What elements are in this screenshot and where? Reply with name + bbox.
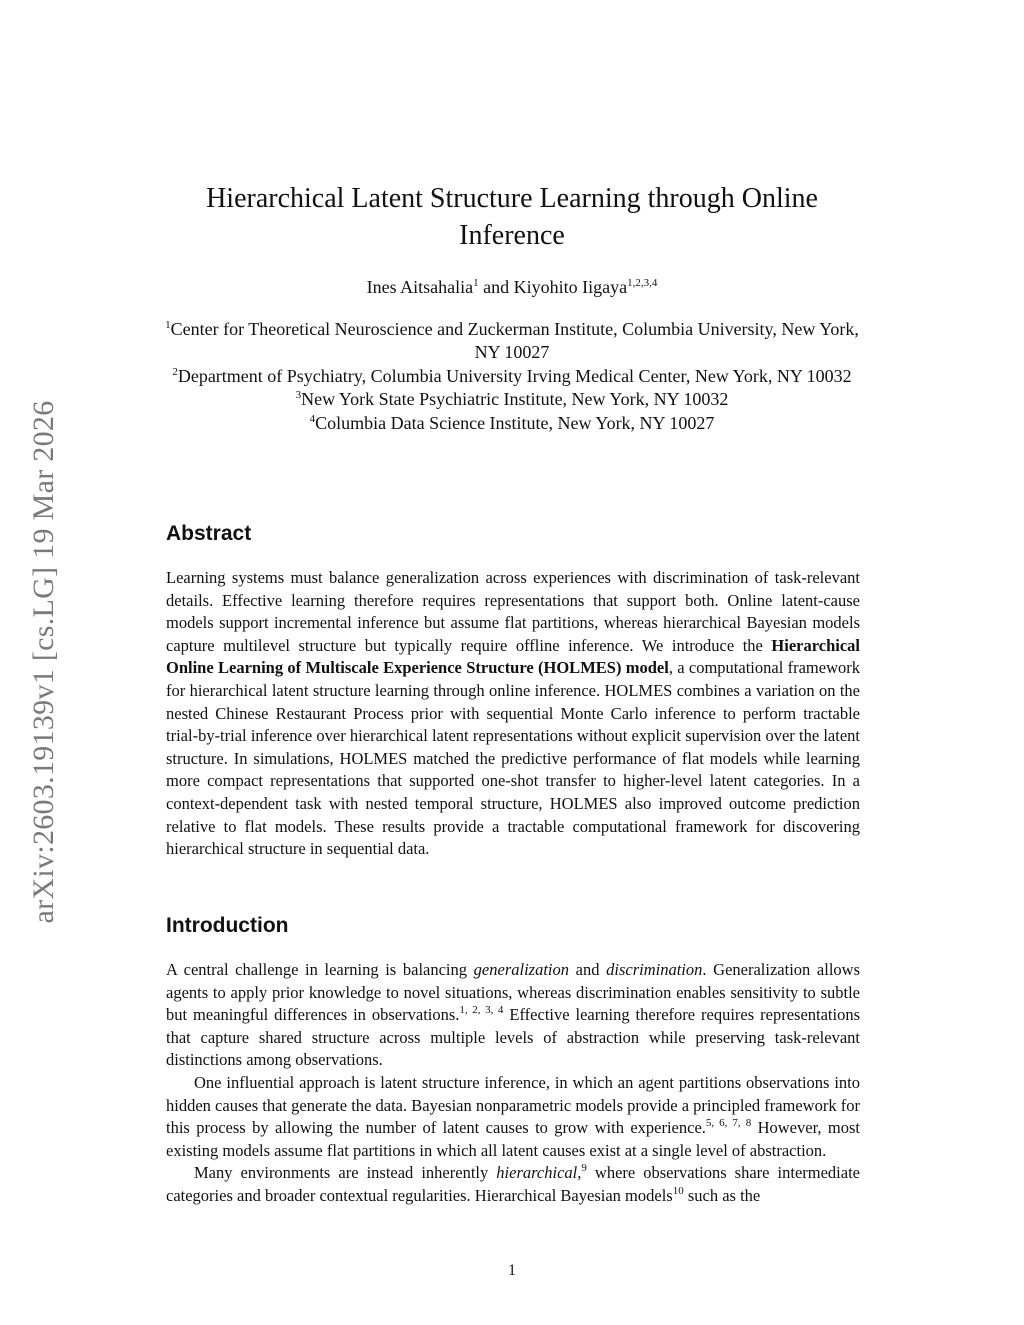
abstract-body — [166, 567, 860, 861]
citation-marker: 1, 2, 3, 4 — [459, 1004, 504, 1017]
abstract-heading: Abstract — [166, 522, 252, 545]
title-line-1: Hierarchical Latent Structure Learning through Online — [206, 183, 818, 214]
intro-text: , — [577, 1163, 582, 1183]
citation-marker: 10 — [672, 1184, 684, 1197]
author-affiliation-marker: 1,2,3,4 — [627, 277, 658, 289]
intro-paragraph-2 — [166, 1072, 860, 1162]
intro-text: However, most existing models assume flat partitions in which all latent causes exist at a single level of abstraction. — [166, 1118, 861, 1160]
title-line-2: Inference — [459, 220, 565, 251]
page-number: 1 — [508, 1262, 516, 1279]
affiliation-text: New York State Psychiatric Institute, New York, NY 10032 — [301, 389, 729, 410]
emphasis-term: generalization — [473, 960, 569, 979]
intro-text: Many environments are instead inherently — [194, 1163, 497, 1183]
author-name: Kiyohito Iigaya — [513, 277, 628, 297]
author-name: Ines Aitsahalia — [366, 277, 474, 297]
author-conjunction: and — [478, 277, 514, 297]
abstract-text: , a computational framework for hierarchical latent structure learning through online inference. HOLMES combines a variation on the nested Chinese Restaurant Process prior with sequential Monte Carlo inference to perform tractable trial-by-trial inference over hierarchical latent representations without explicit supervision over the latent structure. In simulations, HOLMES matched the predictive performance of flat models while learning more compact representations that supported one-shot transfer to higher-level latent categories. In a context-dependent task with nested temporal structure, HOLMES also improved outcome prediction relative to flat models. These results provide a tractable computational framework for discovering hierarchical structure in sequential data. — [166, 658, 860, 859]
emphasis-term: hierarchical — [496, 1163, 578, 1183]
arxiv-identifier-stamp: arXiv:2603.19139v1 [cs.LG] 19 Mar 2026 — [27, 400, 60, 924]
affiliation-text: Center for Theoretical Neuroscience and Zuckerman Institute, Columbia University, New York, NY 10027 — [170, 319, 859, 363]
intro-text: and — [569, 960, 607, 979]
paper-title — [160, 180, 864, 254]
intro-paragraph-3 — [166, 1162, 860, 1207]
affiliation-marker: 1 — [165, 319, 171, 331]
author-list — [160, 275, 864, 299]
author-affiliation-marker: 1 — [473, 277, 479, 289]
affiliation-marker: 3 — [295, 389, 302, 402]
abstract-text: Learning systems must balance generalization across experiences with discrimination of task-relevant details. Effective learning therefore requires representations that support both. Online latent-cause models support incremental inference but assume flat partitions, whereas hierarchical Bayesian models capture multilevel structure but typically require offline inference. We introduce the — [166, 568, 860, 655]
affiliation-text: Columbia Data Science Institute, New York, NY 10027 — [315, 412, 715, 433]
affiliation — [160, 388, 864, 411]
intro-paragraph-1 — [166, 959, 860, 1072]
citation-marker: 5, 6, 7, 8 — [705, 1117, 752, 1130]
intro-text: where observations share intermediate categories and broader contextual regularities. Hierarchical Bayesian models — [166, 1163, 860, 1205]
intro-text: . Generalization allows agents to apply prior knowledge to novel situations, whereas discrimination enables sensitivity to subtle but meaningful differences in observations. — [166, 960, 861, 1025]
affiliation — [160, 318, 864, 365]
intro-text: One influential approach is latent structure inference, in which an agent partitions observations into hidden causes that generate the data. Bayesian nonparametric models provide a principled framework for this process by allowing the number of latent causes to grow with experience. — [166, 1072, 860, 1138]
introduction-body — [166, 959, 860, 1208]
introduction-heading: Introduction — [166, 914, 289, 937]
affiliation-marker: 4 — [309, 412, 316, 425]
affiliation — [160, 412, 864, 435]
citation-marker: 9 — [581, 1162, 587, 1175]
intro-text: A central challenge in learning is balancing — [166, 960, 474, 979]
intro-text: Effective learning therefore requires representations that capture shared structure across multiple levels of abstraction while preserving task-relevant distinctions among observations. — [166, 1005, 861, 1070]
affiliation — [160, 365, 864, 388]
affiliation-list — [160, 318, 864, 435]
abstract-paragraph — [166, 567, 860, 861]
model-name-bold: Hierarchical Online Learning of Multiscale Experience Structure (HOLMES) model — [166, 635, 860, 678]
affiliation-text: Department of Psychiatry, Columbia University Irving Medical Center, New York, NY 10032 — [177, 365, 852, 386]
intro-text: such as the — [683, 1185, 761, 1205]
emphasis-term: discrimination — [606, 960, 703, 979]
affiliation-marker: 2 — [172, 365, 178, 378]
